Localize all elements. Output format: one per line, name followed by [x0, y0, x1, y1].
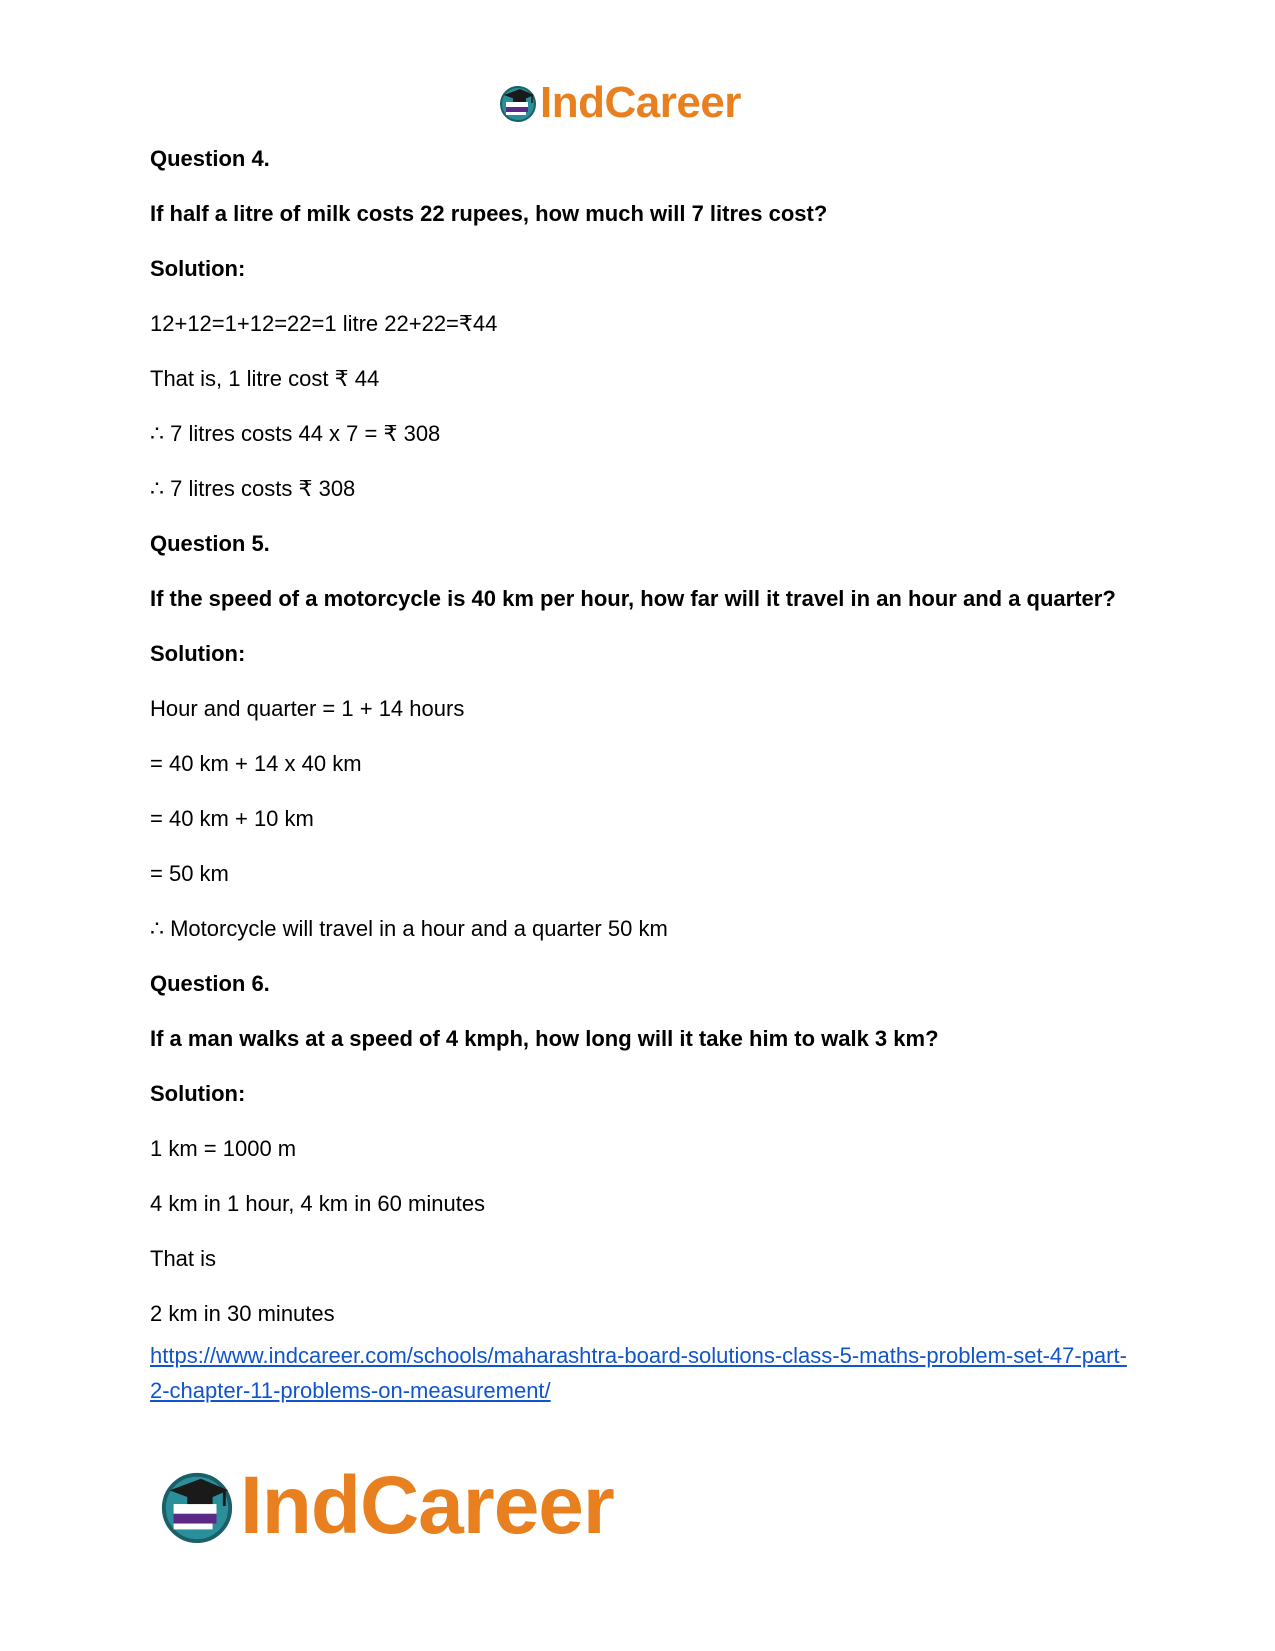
header-logo: [498, 80, 741, 126]
solution-line: 1 km = 1000 m: [150, 1136, 297, 1161]
question-text: Question 4.: [150, 146, 270, 171]
question-text: Question 5.: [150, 531, 270, 556]
solution-line: = 50 km: [150, 861, 229, 886]
question-text: If half a litre of milk costs 22 rupees, how much will 7 litres cost?: [150, 201, 828, 226]
question-text: Solution:: [150, 1081, 246, 1106]
question-text: If the speed of a motorcycle is 40 km per hour, how far will it travel in an hour and a quarter?: [150, 586, 1116, 611]
graduation-globe-icon: [158, 1467, 236, 1545]
document-body: [150, 143, 1130, 1408]
solution-line: 12+12=1+12=22=1 litre 22+22=₹44: [150, 311, 498, 336]
source-link[interactable]: https://www.indcareer.com/schools/maharashtra-board-solutions-class-5-maths-problem-set-47-part-2-chapter-11-problems-on-measurement/: [150, 1343, 1127, 1403]
brand-name: IndCareer: [540, 78, 741, 127]
solution-line: ∴ 7 litres costs ₹ 308: [150, 476, 356, 501]
solution-line: Hour and quarter = 1 + 14 hours: [150, 696, 465, 721]
solution-line: 4 km in 1 hour, 4 km in 60 minutes: [150, 1191, 486, 1216]
solution-line: = 40 km + 10 km: [150, 806, 314, 831]
question-text: Question 6.: [150, 971, 270, 996]
question-text: If a man walks at a speed of 4 kmph, how long will it take him to walk 3 km?: [150, 1026, 939, 1051]
solution-line: That is: [150, 1246, 217, 1271]
solution-line: = 40 km + 14 x 40 km: [150, 751, 362, 776]
question-text: Solution:: [150, 256, 246, 281]
solution-line: That is, 1 litre cost ₹ 44: [150, 366, 380, 391]
solution-line: ∴ 7 litres costs 44 x 7 = ₹ 308: [150, 421, 441, 446]
question-text: Solution:: [150, 641, 246, 666]
graduation-globe-icon: [498, 83, 538, 123]
footer-logo: [158, 1460, 614, 1551]
brand-name: IndCareer: [240, 1460, 614, 1551]
solution-line: 2 km in 30 minutes: [150, 1301, 335, 1326]
solution-line: ∴ Motorcycle will travel in a hour and a quarter 50 km: [150, 916, 668, 941]
